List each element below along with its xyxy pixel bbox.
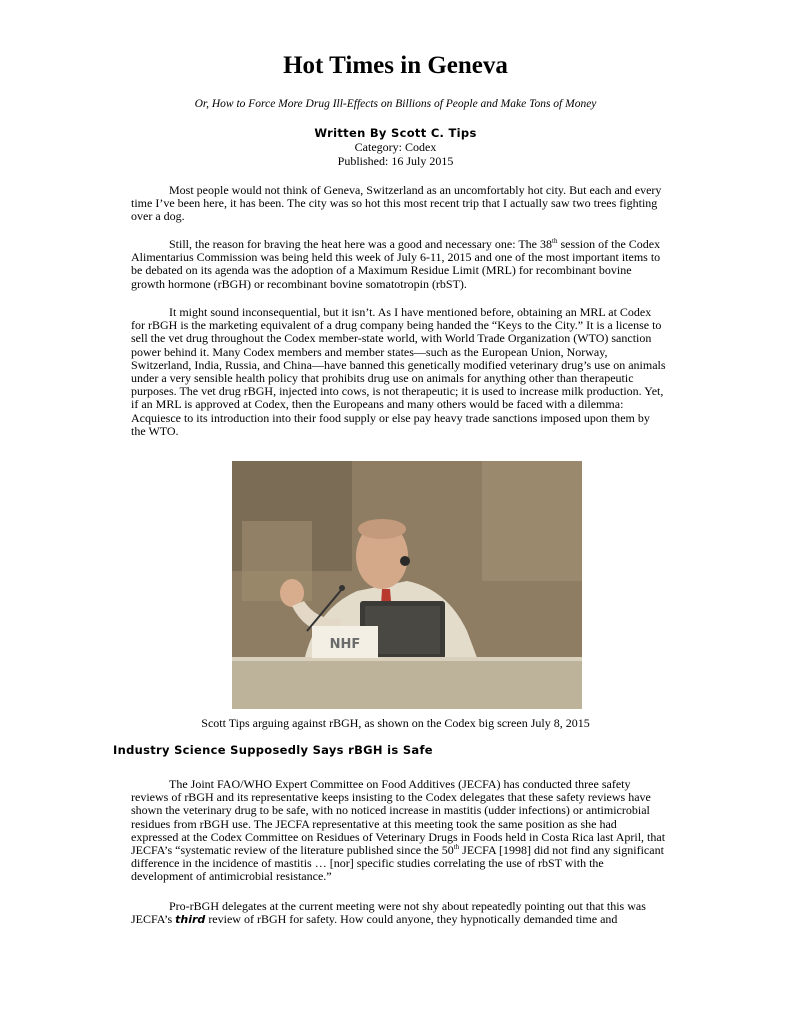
ordinal-suffix: th: [453, 843, 460, 852]
byline: [0, 126, 791, 168]
section-heading: Industry Science Supposedly Says rBGH is Safe: [113, 743, 433, 757]
paragraph-5-text-a: Pro-rBGH delegates at the current meeting were not shy about repeatedly pointing out that this was JECFA’s: [131, 899, 646, 927]
paragraph-4-text-a: The Joint FAO/WHO Expert Committee on Food Additives (JECFA) has conducted three safety reviews of rBGH and its representative keeps insisting to the Codex delegates that these safety reviews have shown the veterinary drug to be safe, with no noticed increase in mastitis (udder infections) or antimicrobial residues from rBGH use. The JECFA representative at this meeting took the same position as she had expressed at the Codex Committee on Residues of Veterinary Drugs in Foods held in Costa Rica last April, that JECFA’s “systematic review of the literature published since the 50: [131, 777, 666, 858]
codex-screen-photo: [232, 461, 582, 709]
emphasis-third: third: [175, 913, 206, 927]
published-line: Published: 16 July 2015: [337, 154, 454, 168]
ordinal-suffix: th: [552, 237, 558, 245]
paragraph-5: [131, 900, 666, 926]
paragraph-5-text-b: review of rBGH for safety. How could anyone, they hypnotically demanded time and: [205, 912, 618, 927]
paragraph-2-text-a: Still, the reason for braving the heat here was a good and necessary one: The 38: [169, 237, 552, 251]
placard-label: NHF: [329, 637, 361, 652]
paragraph-2-text-b: session of the Codex Alimentarius Commission was being held this week of July 6-11, 2015 and one of the most important items to be debated on its agenda was the adoption of a Maximum Residue Limit (MRL) for recombinant bovine growth hormone (rBGH) or recombinant bovine somatotropin (rbST).: [131, 237, 661, 291]
category-line: Category: Codex: [354, 140, 437, 154]
photo-caption: Scott Tips arguing against rBGH, as shown on the Codex big screen July 8, 2015: [201, 716, 590, 730]
paragraph-3: It might sound inconsequential, but it isn’t. As I have mentioned before, obtaining an MRL at Codex for rBGH is the marketing equivalent of a drug company being handed the “Keys to the City.” It is a license to sell the vet drug throughout the Codex member-state world, with World Trade Organization (WTO) sanction power behind it. Many Codex members and member states—such as the European Union, Norway, Switzerland, India, Russia, and China—have banned this genetically modified veterinary drug’s use on animals under a very sensible health policy that prohibits drug use on animals for anything other than therapeutic purposes. The vet drug rBGH, injected into cows, is not therapeutic; it is used to increase milk production. Yet, if an MRL is approved at Codex, then the Europeans and many others would be faced with a dilemma: Acquiesce to its introduction into their food supply or else pay heavy trade sanctions imposed upon them by the WTO.: [131, 305, 666, 438]
paragraph-1: Most people would not think of Geneva, Switzerland as an uncomfortably hot city. But each and every time I’ve been here, it has been. The city was so hot this most recent trip that I actually saw two trees fighting over a dog.: [131, 183, 662, 224]
author-line: Written By Scott C. Tips: [314, 126, 477, 140]
article-title: Hot Times in Geneva: [283, 52, 508, 79]
paragraph-4: [131, 778, 666, 884]
paragraph-2: [131, 238, 666, 291]
paragraph-4-text-b: JECFA [1998] did not find any significant difference in the incidence of mastitis … [nor] specific studies correlating the use of rbST with the development of antimicrobial resistance.”: [131, 843, 664, 884]
article-subtitle: Or, How to Force More Drug Ill-Effects on Billions of People and Make Tons of Money: [194, 98, 597, 110]
